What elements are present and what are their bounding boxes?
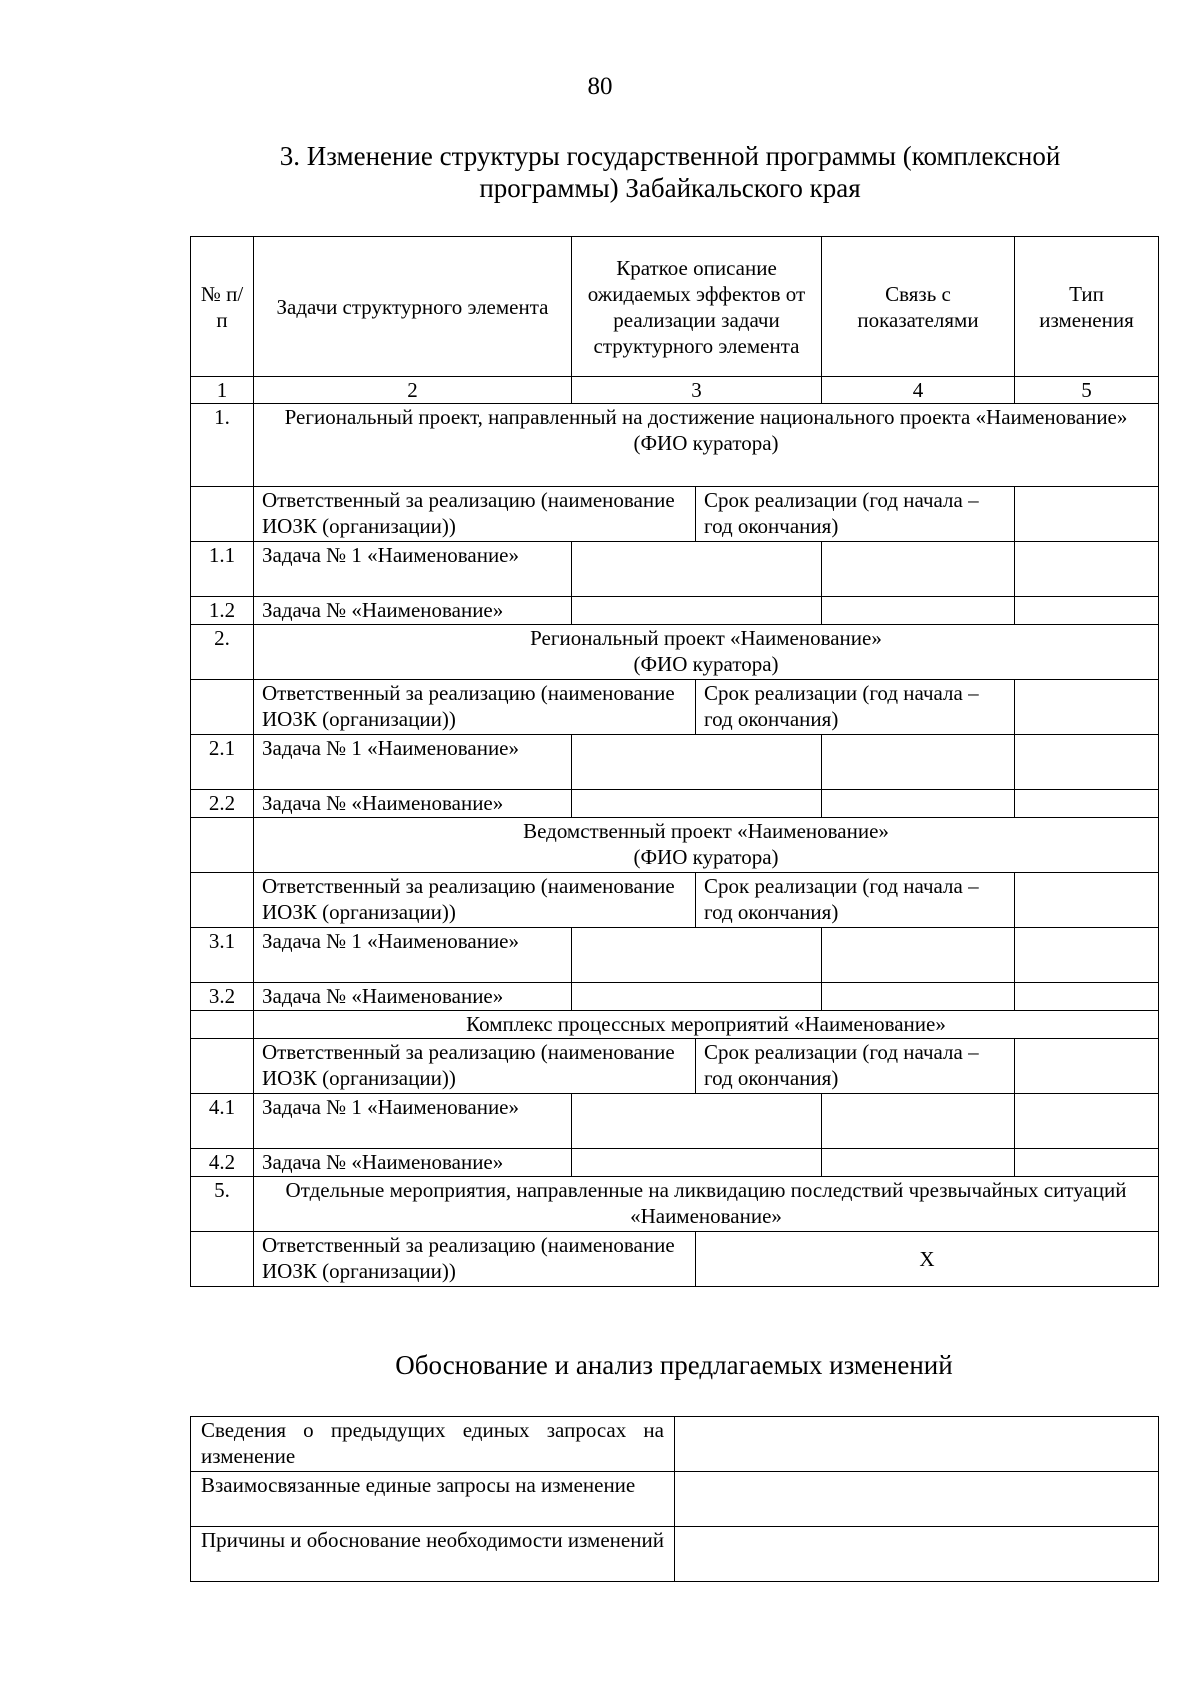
empty-cell <box>191 1232 254 1287</box>
change-type-cell <box>1015 790 1159 818</box>
task-row <box>191 928 1159 983</box>
section-title-cell <box>254 1011 1159 1039</box>
term-cell: Срок реализации (год начала – год окончания) <box>696 1039 1015 1094</box>
task-name: Задача № 1 «Наименование» <box>254 735 572 790</box>
indicators-cell <box>822 1149 1015 1177</box>
task-row <box>191 597 1159 625</box>
responsible-cell: Ответственный за реализацию (наименование ИОЗК (организации)) <box>254 873 696 928</box>
section-row <box>191 818 1159 873</box>
term-cell: Срок реализации (год начала – год окончания) <box>696 873 1015 928</box>
analysis-row <box>191 1472 1159 1527</box>
task-num: 3.1 <box>191 928 254 983</box>
effect-cell <box>572 1149 822 1177</box>
change-type-cell <box>1015 597 1159 625</box>
section-row <box>191 404 1159 487</box>
page-number: 80 <box>587 73 613 100</box>
empty-cell <box>191 487 254 542</box>
analysis-title: Обоснование и анализ предлагаемых изменений <box>395 1350 953 1380</box>
change-type-cell <box>1015 1149 1159 1177</box>
change-type-cell <box>1015 928 1159 983</box>
section-name: Региональный проект, направленный на достижение национального проекта «Наименование» <box>284 405 1128 429</box>
section-row <box>191 625 1159 680</box>
responsible-cell: Ответственный за реализацию (наименование ИОЗК (организации)) <box>254 1232 696 1287</box>
responsible-cell: Ответственный за реализацию (наименование ИОЗК (организации)) <box>254 487 696 542</box>
effect-cell <box>572 542 822 597</box>
responsible-row <box>191 680 1159 735</box>
effect-cell <box>572 735 822 790</box>
task-name: Задача № 1 «Наименование» <box>254 928 572 983</box>
responsible-row <box>191 873 1159 928</box>
analysis-value <box>675 1417 1159 1472</box>
section-name: Комплекс процессных мероприятий «Наименование» <box>466 1012 946 1036</box>
column-number: 2 <box>254 377 572 404</box>
section-title-cell <box>254 1177 1159 1232</box>
header-num: № п/п <box>191 237 254 377</box>
task-num: 4.1 <box>191 1094 254 1149</box>
section-num <box>191 1011 254 1039</box>
section-num: 2. <box>191 625 254 680</box>
x-mark-cell: X <box>696 1232 1159 1287</box>
effect-cell <box>572 983 822 1011</box>
responsible-cell: Ответственный за реализацию (наименование ИОЗК (организации)) <box>254 1039 696 1094</box>
section-num <box>191 818 254 873</box>
effect-cell <box>572 597 822 625</box>
effect-cell <box>572 928 822 983</box>
task-row <box>191 542 1159 597</box>
effect-cell <box>572 1094 822 1149</box>
task-num: 3.2 <box>191 983 254 1011</box>
effect-cell <box>572 790 822 818</box>
task-name: Задача № «Наименование» <box>254 1149 572 1177</box>
empty-cell <box>1015 680 1159 735</box>
indicators-cell <box>822 928 1015 983</box>
change-type-cell <box>1015 542 1159 597</box>
section-num: 5. <box>191 1177 254 1232</box>
task-row <box>191 790 1159 818</box>
section-curator: (ФИО куратора) <box>633 845 779 869</box>
column-numbers-row <box>191 377 1159 404</box>
analysis-row <box>191 1417 1159 1472</box>
responsible-row <box>191 1039 1159 1094</box>
column-number: 1 <box>191 377 254 404</box>
task-row <box>191 983 1159 1011</box>
section-title-cell <box>254 404 1159 487</box>
task-num: 4.2 <box>191 1149 254 1177</box>
section-row <box>191 1177 1159 1232</box>
header-change-type: Тип изменения <box>1015 237 1159 377</box>
section-curator: (ФИО куратора) <box>633 431 779 455</box>
column-number: 5 <box>1015 377 1159 404</box>
task-name: Задача № «Наименование» <box>254 597 572 625</box>
empty-cell <box>191 680 254 735</box>
indicators-cell <box>822 597 1015 625</box>
task-num: 2.1 <box>191 735 254 790</box>
column-number: 4 <box>822 377 1015 404</box>
section-name: Отдельные мероприятия, направленные на ликвидацию последствий чрезвычайных ситуаций «Наименование» <box>285 1178 1127 1228</box>
task-name: Задача № 1 «Наименование» <box>254 1094 572 1149</box>
change-type-cell <box>1015 983 1159 1011</box>
task-name: Задача № «Наименование» <box>254 790 572 818</box>
table-header-row <box>191 237 1159 377</box>
analysis-value <box>675 1472 1159 1527</box>
analysis-row <box>191 1527 1159 1582</box>
indicators-cell <box>822 983 1015 1011</box>
analysis-label: Сведения о предыдущих единых запросах на изменение <box>191 1417 675 1472</box>
section-title-cell <box>254 818 1159 873</box>
term-cell: Срок реализации (год начала – год окончания) <box>696 680 1015 735</box>
section-title <box>190 140 1150 204</box>
header-description: Краткое описание ожидаемых эффектов от реализации задачи структурного элемента <box>572 237 822 377</box>
empty-cell <box>191 1039 254 1094</box>
analysis-label: Взаимосвязанные единые запросы на изменение <box>191 1472 675 1527</box>
task-num: 1.2 <box>191 597 254 625</box>
indicators-cell <box>822 790 1015 818</box>
indicators-cell <box>822 735 1015 790</box>
header-indicators: Связь с показателями <box>822 237 1015 377</box>
task-row <box>191 1149 1159 1177</box>
task-row <box>191 735 1159 790</box>
task-name: Задача № 1 «Наименование» <box>254 542 572 597</box>
change-type-cell <box>1015 1094 1159 1149</box>
task-row <box>191 1094 1159 1149</box>
analysis-table <box>190 1416 1159 1582</box>
indicators-cell <box>822 1094 1015 1149</box>
term-cell: Срок реализации (год начала – год окончания) <box>696 487 1015 542</box>
responsible-row <box>191 487 1159 542</box>
section-num: 1. <box>191 404 254 487</box>
empty-cell <box>1015 487 1159 542</box>
responsible-row <box>191 1232 1159 1287</box>
analysis-label: Причины и обоснование необходимости изменений <box>191 1527 675 1582</box>
structure-table <box>190 236 1159 1287</box>
empty-cell <box>191 873 254 928</box>
task-name: Задача № «Наименование» <box>254 983 572 1011</box>
section-title-line2: программы) Забайкальского края <box>479 173 861 203</box>
empty-cell <box>1015 1039 1159 1094</box>
change-type-cell <box>1015 735 1159 790</box>
column-number: 3 <box>572 377 822 404</box>
section-name: Ведомственный проект «Наименование» <box>523 819 889 843</box>
header-tasks: Задачи структурного элемента <box>254 237 572 377</box>
section-name: Региональный проект «Наименование» <box>530 626 882 650</box>
section-title-line1: 3. Изменение структуры государственной программы (комплексной <box>279 141 1061 171</box>
indicators-cell <box>822 542 1015 597</box>
analysis-value <box>675 1527 1159 1582</box>
responsible-cell: Ответственный за реализацию (наименование ИОЗК (организации)) <box>254 680 696 735</box>
empty-cell <box>1015 873 1159 928</box>
task-num: 2.2 <box>191 790 254 818</box>
section-row <box>191 1011 1159 1039</box>
task-num: 1.1 <box>191 542 254 597</box>
section-title-cell <box>254 625 1159 680</box>
section-curator: (ФИО куратора) <box>633 652 779 676</box>
